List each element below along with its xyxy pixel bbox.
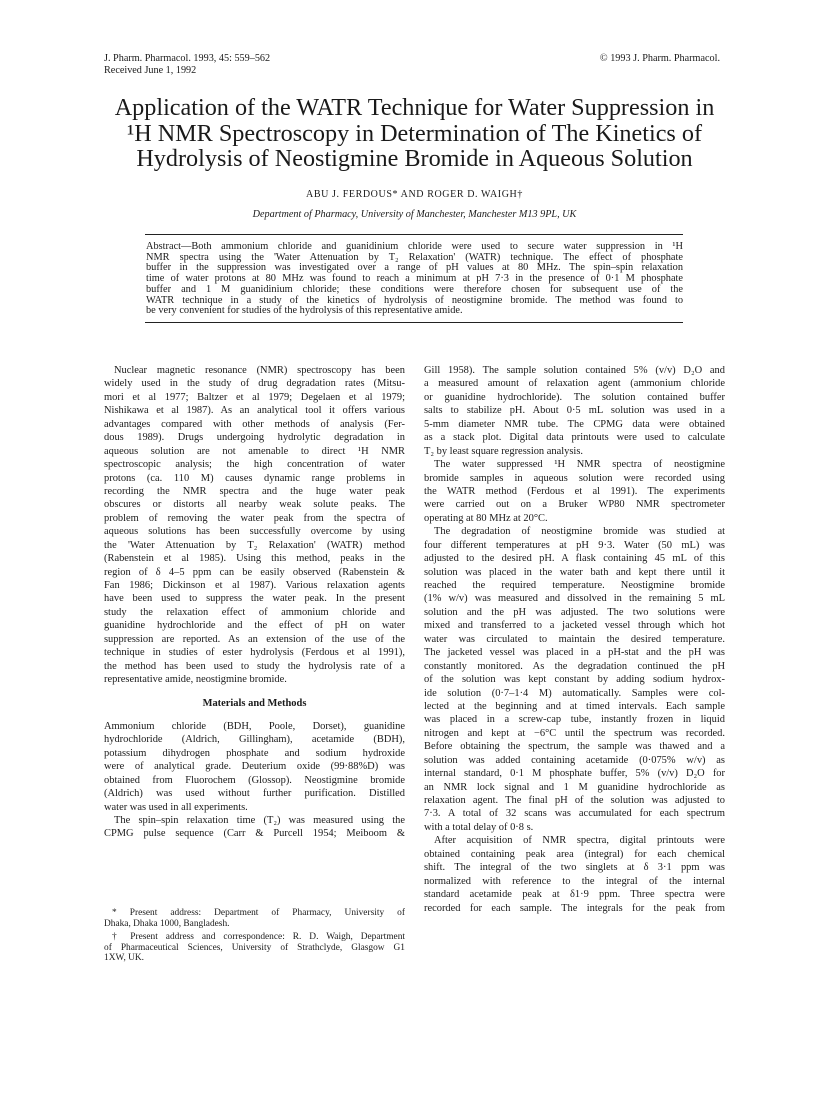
body-line: problem of removing the water peak from the spectra of: [104, 512, 405, 524]
footnotes: [104, 908, 405, 964]
abstract-line: buffer in the suppression was investigated over a range of pH values at 80 MHz. The spin–spin relaxation: [146, 262, 683, 274]
abstract-line: Abstract—Both ammonium chloride and guanidinium chloride were used to secure water suppression in ¹H: [146, 241, 683, 252]
abstract: [146, 242, 683, 317]
body-line: Ammonium chloride (BDH, Poole, Dorset), guanidine: [104, 720, 405, 732]
body-line: (Rabenstein et al 1985). Using this method, peaks in the: [104, 553, 405, 565]
body-line: The water suppressed ¹H NMR spectra of neostigmine: [434, 459, 725, 471]
footnote-line: 1XW, UK.: [104, 953, 145, 964]
body-line: aqueous solutions has been successfully overcome by using: [104, 526, 405, 538]
body-line: ide solution (0·7–1·4 M) automatically. Samples were col-: [424, 687, 725, 699]
body-line: After acquisition of NMR spectra, digital printouts were: [434, 835, 725, 847]
body-line: constantly monitored. As the degradation continued the pH: [424, 660, 725, 672]
body-line: relaxation agent. The final pH of the solution was adjusted to: [424, 795, 725, 806]
body-line: hydrochloride (Aldrich, Gillingham), acetamide (BDH),: [104, 734, 405, 746]
body-line: operating at 80 MHz at 20°C.: [424, 512, 548, 524]
body-line: guanidine hydrochloride and the effect of pH on water: [104, 620, 405, 632]
body-line: T₂ by least square regression analysis.: [424, 445, 583, 457]
body-line: a measured amount of relaxation agent (ammonium chloride: [424, 378, 725, 390]
title-line: Hydrolysis of Neostigmine Bromide in Aqueous Solution: [136, 145, 693, 172]
journal-header: [104, 53, 270, 77]
body-line: CPMG pulse sequence (Carr & Purcell 1954; Meiboom &: [104, 828, 405, 840]
article-title: [60, 95, 769, 172]
body-line: recording the NMR spectra and the huge water peak: [104, 485, 405, 497]
received-date: Received June 1, 1992: [104, 65, 197, 76]
footnote-line: * Present address: Department of Pharmacy, University of: [112, 908, 405, 918]
body-line: have been used to suppress the water peak. In the present: [104, 593, 405, 605]
body-line: solution and the pH was adjusted. The two solutions were: [424, 606, 725, 618]
body-line: water was used in all experiments.: [104, 801, 248, 813]
abstract-bottom-rule: [145, 322, 683, 323]
body-line: were of analytical grade. Deuterium oxide (99·88%D) was: [104, 761, 405, 773]
body-line: (1% w/v) was measured and dissolved in the remaining 5 mL: [424, 593, 725, 605]
body-line: Nishikawa et al 1987). As an analytical tool it offers various: [104, 405, 405, 417]
right-column: [424, 364, 725, 915]
body-line: (Aldrich) was used without further purification. Distilled: [104, 788, 405, 800]
abstract-line: buffer and 1 M guanidinium chloride; these conditions were therefore chosen for subsequent use of the: [146, 283, 683, 295]
body-line: adjusted to the desired pH. A flask containing 45 mL of this: [424, 553, 725, 565]
body-line: mixed and transferred to a jacketed vessel through which hot: [424, 620, 725, 632]
abstract-line: be very convenient for studies of the hydrolysis of this representative amide.: [146, 305, 463, 317]
body-line: nitrogen and kept at −6°C until the spectrum was recorded.: [424, 727, 725, 739]
body-line: standard acetamide peak at δ1·9 ppm. Three spectra were: [424, 889, 725, 901]
body-line: The degradation of neostigmine bromide was studied at: [434, 526, 725, 538]
body-line: as a stack plot. Digital data printouts were used to calculate: [424, 432, 725, 444]
body-line: or guanidine hydrochloride). The solution contained buffer: [424, 391, 725, 403]
title-line: Application of the WATR Technique for Water Suppression in: [114, 94, 715, 121]
body-line: spectroscopic analysis; the high concentration of water: [104, 459, 405, 471]
body-line: the 'Water Attenuation by T₂ Relaxation' (WATR) method: [104, 539, 405, 551]
abstract-line: time of water protons at 80 MHz was found to reach a minimum at pH 7·3 in the presence of 0·1 M phosphate: [146, 273, 683, 285]
body-line: dous 1989). Drugs undergoing hydrolytic degradation in: [104, 432, 405, 444]
body-line: obscures or distorts all nearby weak solute peaks. The: [104, 499, 405, 511]
footnote-line: Dhaka, Dhaka 1000, Bangladesh.: [104, 918, 230, 929]
body-line: Before obtaining the spectrum, the sample was thawed and a: [424, 741, 725, 753]
body-line: potassium dihydrogen phosphate and sodium hydroxide: [104, 747, 405, 759]
body-line: widely used in the study of drug degradation rates (Mitsu-: [104, 378, 405, 390]
author-affiliation: Department of Pharmacy, University of Manchester, Manchester M13 9PL, UK: [252, 209, 577, 220]
body-line: the method has been used to study the hydrolysis rate of a: [104, 660, 405, 672]
section-gap: [104, 687, 405, 697]
body-line: advantages compared with other methods of analysis (Fer-: [104, 418, 405, 430]
body-line: aqueous solution are not amenable to direct ¹H NMR: [104, 445, 405, 457]
body-line: mori et al 1977; Baltzer et al 1979; Degelaen et al 1979;: [104, 391, 405, 403]
footnote-line: † Present address and correspondence: R. D. Waigh, Department: [112, 932, 405, 943]
body-line: suppression are reported. As an extension of the use of the: [104, 633, 405, 645]
body-line: salts to stabilize pH. About 0·5 mL solution was used in a: [424, 405, 725, 417]
body-line: obtained containing peak area (integral) for each chemical: [424, 848, 725, 860]
copyright-notice: © 1993 J. Pharm. Pharmacol.: [599, 53, 720, 64]
body-line: 7·3. A total of 32 scans was accumulated for each spectrum: [424, 808, 725, 820]
section-heading-methods: Materials and Methods: [202, 697, 307, 709]
body-line: 5-mm diameter NMR tube. The CPMG data were obtained: [424, 418, 725, 430]
body-line: was placed in a screw-cap tube, instantly frozen in liquid: [424, 714, 725, 726]
body-line: an NMR lock signal and 1 M guanidine hydrochloride as: [424, 781, 725, 793]
author-list: ABU J. FERDOUS* AND ROGER D. WAIGH†: [306, 189, 523, 200]
body-line: The spin–spin relaxation time (T₂) was measured using the: [114, 815, 405, 826]
body-line: obtained from Fluorochem (Glossop). Neostigmine bromide: [104, 774, 405, 786]
body-line: recorded for each sample. The integrals for the peak from: [424, 902, 725, 914]
body-line: reached the required temperature. Neostigmine bromide: [424, 580, 725, 591]
abstract-line: WATR technique in a study of the kinetics of hydrolysis of neostigmine bromide. The method was found to: [146, 294, 683, 306]
body-line: solution was placed in the water bath and kept there until it: [424, 566, 725, 578]
body-line: bromide samples in aqueous solution were recorded using: [424, 472, 725, 484]
body-line: Nuclear magnetic resonance (NMR) spectroscopy has been: [114, 365, 405, 376]
journal-citation: J. Pharm. Pharmacol. 1993, 45: 559–562: [104, 53, 271, 64]
section-gap: [104, 710, 405, 720]
left-column: [104, 364, 405, 841]
body-line: the WATR method (Ferdous et al 1991). The experiments: [424, 485, 725, 497]
body-line: Fan 1986; Dickinson et al 1987). Various relaxation agents: [104, 580, 405, 591]
footnote-line: of Pharmaceutical Sciences, University of Strathclyde, Glasgow G1: [104, 942, 405, 953]
body-line: representative amide, neostigmine bromide.: [104, 674, 287, 686]
title-line: ¹H NMR Spectroscopy in Determination of The Kinetics of: [126, 119, 703, 147]
body-line: study the relaxation effect of ammonium chloride and: [104, 606, 405, 618]
body-line: protons (ca. 110 M) causes dynamic range problems in: [104, 472, 405, 484]
body-line: shift. The integral of the two singlets at δ 3·1 ppm was: [424, 862, 725, 874]
body-line: four different temperatures at pH 9·3. Water (50 mL) was: [424, 539, 725, 551]
abstract-top-rule: [145, 234, 683, 235]
abstract-line: NMR spectra using the 'Water Attenuation by T₂ Relaxation' (WATR) technique. The effect of phosphate: [146, 251, 683, 263]
body-line: with a total delay of 0·8 s.: [424, 821, 534, 833]
body-line: lected at the beginning and at timed intervals. Each sample: [424, 700, 725, 712]
body-line: solution was added containing acetamide (0·075% w/v) as: [424, 754, 725, 766]
body-line: of the solution was kept constant by adding sodium hydrox-: [424, 674, 725, 686]
body-line: internal standard, 0·1 M phosphate buffer, 5% (v/v) D₂O for: [424, 768, 725, 780]
body-line: technique in studies of ester hydrolysis (Ferdous et al 1991),: [104, 647, 405, 659]
body-line: Gill 1958). The sample solution contained 5% (v/v) D₂O and: [424, 365, 725, 376]
body-line: were carried out on a Bruker WP80 NMR spectrometer: [424, 499, 725, 511]
body-line: normalized with reference to the integral of the internal: [424, 875, 725, 887]
body-line: The jacketed vessel was placed in a pH-stat and the pH was: [424, 647, 725, 659]
body-line: region of δ 4–5 ppm can be easily observed (Rabenstein &: [104, 566, 405, 578]
body-line: water was circulated to maintain the desired temperature.: [424, 633, 725, 645]
